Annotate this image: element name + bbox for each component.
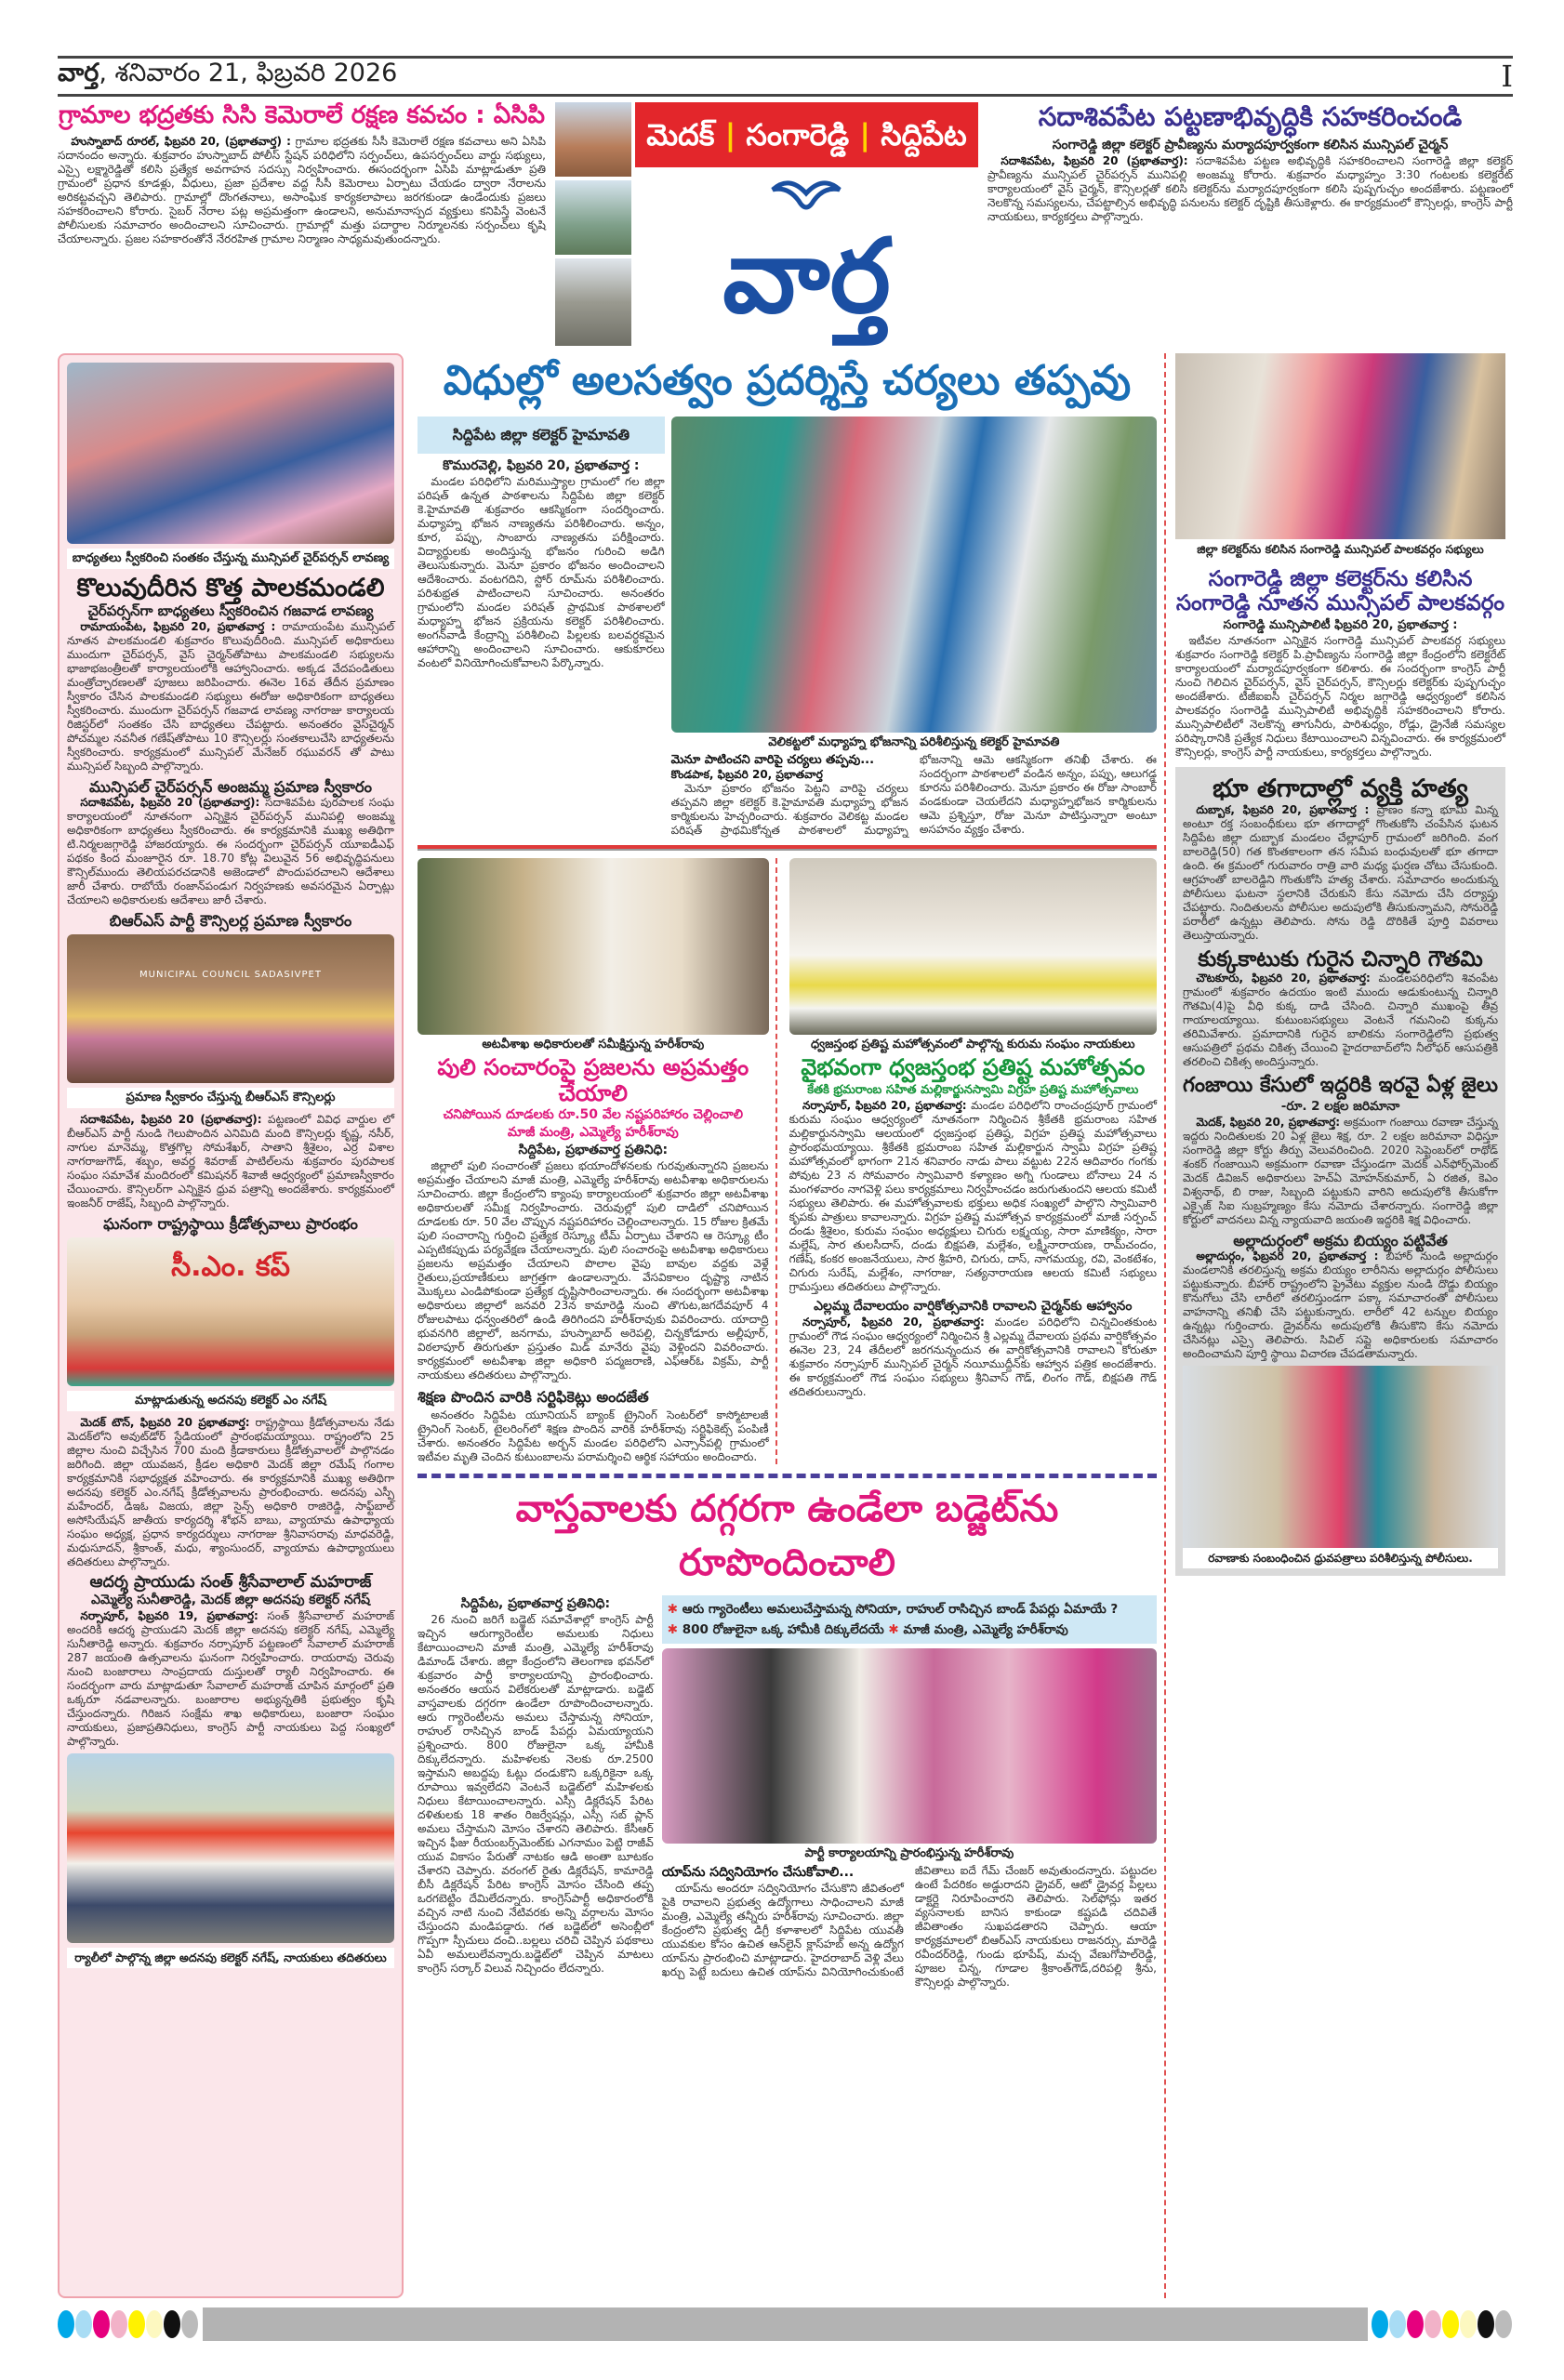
district-siddipet: సిద్దిపేట (881, 117, 967, 152)
article-body (1183, 1250, 1498, 1361)
budget-app-article (662, 1864, 1157, 1990)
body: మండల పరిధిలోని చిన్నచింతకుంట గ్రామంలో గౌడ సంఘం ఆధ్వర్యంలో నిర్మించిన శ్రీ ఎల్లమ్మ దేవాలయ ప్రథమ వార్షికోత్సవం ఈనెల 23, 24 తేదీలలో జరగనున్నందున ఈ వార్షికోత్సవానికి రావాలని కోరుతూ శుక్రవారం నర్సాపూర్ మున్సిపల్ చైర్మన్ నయీముద్దీన్‌కు ఆహ్వాన పత్రిక అందజేశారు. ఈ కార్యక్రమంలో గౌడ సంఘం సభ్యులు శ్రీనివాస్ గౌడ్, లింగం గౌడ్, బిక్షపతి గౌడ్ తదితరులున్నారు. (789, 1315, 1157, 1398)
headline-yellamma: ఎల్లమ్మ దేవాలయం వార్షికోత్సవానికి రావాలని చైర్మన్‌కు ఆహ్వానం (814, 1298, 1133, 1314)
photo-chairperson-signing (67, 363, 394, 544)
article-anjamma (67, 778, 394, 907)
body: బీహార్ నుండి అల్లాదుర్గం మండలానికి తరలిస్తున్న అక్రమ బియ్యం లారీనిను అల్లాదుర్గం పోలీసులు పట్టుకున్నారు. బీహార్ రాష్ట్రంలోని ప్రైవేటు వ్యక్తుల నుండి దొడ్డు బియ్యం కొనుగోలు చేసి లారీలో తరలిస్తుండగా పక్కా సమాచారంతో పోలీసులు వాహనాన్ని తనిఖీ చేసి పట్టుకున్నారు. లారీలో 42 టన్నుల బియ్యం ఉన్నట్లు గుర్తించారు. డ్రైవర్‌ను అదుపులోకి తీసుకొని కేసు నమోదు చేసినట్లు ఎస్సై తెలిపారు. సివిల్ సప్లై అధికారులకు సమాచారం అందించామని పూర్తి స్థాయి విచారణ చేపడతామన్నారు. (1183, 1249, 1498, 1360)
caption: బాధ్యతలు స్వీకరించి సంతకం చేస్తున్న మున్సిపల్ చైర్‌పర్సన్ లావణ్య (67, 549, 394, 569)
photo-brs-councillors (67, 934, 394, 1083)
star-icon: ✱ (667, 1622, 683, 1638)
photo-temple-festival (789, 858, 1157, 1035)
subhead: కేతకి భ్రమరాంబ సహిత మల్లికార్జునస్వామి విగ్రహ ప్రతిష్ట మహోత్సవాలు (807, 1082, 1139, 1097)
yellow-mark (1442, 2310, 1459, 2338)
highlight-1 (668, 1599, 1151, 1620)
body: ప్రాణం కన్నా భూమి మిన్న అంటూ రక్త సంబంధీకులు భూ తగాదాల్లో గొంతుకోసి చంపేసిన ఘటన సిద్దిపేట జిల్లా దుబ్బాక మండలం చేల్లాపూర్ గ్రామంలో జరిగింది. వంగ బాలరెడ్డి(50) గత కొంతకాలంగా తన సమీప బంధువులతో భూ తగాదా ఉంది. ఈ క్రమంలో గురువారం రాత్రి వారి మధ్య ఘర్షణ చోటు చేసుకుంది. ఆగ్రహంతో బాలరెడ్డిని గొంతుకోసి హత్య చేశారు. సమాచారం అందుకున్న పోలీసులు ఘటనా స్థలానికి చేరుకుని కేసు నమోదు చేసి దర్యాప్తు చేపట్టారు. నిందితులను పోలీసుల అదుపులోకి తీసుకున్నామని, సోనురెడ్డి పరారీలో ఉన్నట్లు తెలిపారు. సోను రెడ్డి దొరికితే పూర్తి వివరాలు తెలుస్తాయన్నారు. (1183, 802, 1499, 942)
body: 26 నుంచి జరిగే బడ్జెట్ సమావేశాల్లో కాంగ్రెస్ పార్టీ ఇచ్చిన ఆరుగ్యారెంటీల అమలుకు నిధులు కేటాయించాలని మాజీ మంత్రి, ఎమ్మెల్యే హరీశ్‌రావు డిమాండ్ చేశారు. జిల్లా కేంద్రంలోని తెలంగాణ భవన్‌లో శుక్రవారం పార్టీ కార్యాలయాన్ని ప్రారంభించారు. అనంతరం ఆయన విలేకరులతో మాట్లాడారు. బడ్జెట్ వాస్తవాలకు దగ్గరగా ఉండేలా రూపొందించాలన్నారు. ఆరు గ్యారెంటీలను అమలు చేస్తామన్న సోనియా, రాహుల్ రాసిచ్చిన బాండ్ పేపర్లు ఏమయ్యాయని ప్రశ్నించారు. 800 రోజులైనా ఒక్క హామీకి దిక్కులేదన్నారు. మహిళలకు నెలకు రూ.2500 ఇస్తామని అబద్దపు ఓట్లు దండుకొని ఒక్కరికైనా ఒక్క రూపాయి ఇవ్వలేదని వెంటనే బడ్జెట్‌లో మహిళలకు నిధులు కేటాయించాలన్నారు. ఎస్సీ డిక్లరేషన్ పేరిట దళితులకు 18 శాతం రిజర్వేషన్లు, ఎస్సీ సబ్ ప్లాన్ అమలు చేస్తామని మోసం చేశారని తెలిపారు. కేసీఆర్ ఇచ్చిన ఫీజు రీయంబర్స్‌మెంట్‌కు ఎగనామం పెట్టి రాజీవ్ యువ వికాసం పేరుతో నాటకం ఆడి అంతా బూటకం చేశారని చెప్పారు. వరంగల్ రైతు డిక్లరేషన్, కామారెడ్డి బీసీ డిక్లరేషన్ పేరిట కాంగ్రెస్ మోసం చేసింది తప్ప ఒరగబెట్టిం దేమిలేదన్నారు. కాంగ్రెస్‌పార్టీ అధికారంలోకి వచ్చిన నాటి నుంచి నేటివరకు అన్ని వర్గాలను మోసం చేస్తుందని మండిపడ్డారు. గత బడ్జెట్‌లో అసెంబ్లీలో గొప్పగా స్పీచులు దంచి..బల్లలు చరిచి చెప్పిన పథకాలు ఏవీ అమలులేవన్నారు.బడ్జెట్‌లో చెప్పిన మాటలు కాంగ్రెస్ సర్కార్ విలువ నిచ్చిందం లేదన్నారు. (418, 1613, 654, 1976)
body: రామాయంపేట మున్సిపల్ నూతన పాలకమండలి శుక్రవారం కొలువుదీరింది. మున్సిపల్ అధికారులు ముందుగా చైర్‌పర్సన్, వైస్ చైర్మన్‌తోపాటు పాలకమండలి సభ్యులను భాజాభజంత్రీలతో కార్యాలయంలోకి ఆహ్వానించారు. అక్కడ వేదపండితులు మంత్రోచ్ఛారణలతో పూజలు జరిపించారు. ఈనెల 16వ తేదీన ప్రమాణం స్వీకారం చేసిన పాలకమండలి సభ్యులు ఈరోజు అధికారికంగా బాధ్యతలు స్వీకరించారు. ముందుగా చైర్‌పర్సన్ గజవాడ లావణ్య నాగరాజు కార్యాలయ రిజిస్టర్‌లో సంతకం చేసి బాధ్యతలు చేపట్టారు. అనంతరం వైస్‌చైర్మన్ పోచమ్మల నవనీత గణేష్‌తోపాటు 10 కౌన్సిలర్లు సంతకాలుచేసి బాధ్యతలను స్వీకరించారు. కార్యక్రమంలో మున్సిపల్ మేనేజర్ రఘువరన్ తో పాటు మున్సిపల్ సిబ్బంది పాల్గొన్నారు. (67, 620, 394, 774)
article-dog-bite (1183, 947, 1498, 1069)
body: పట్టణంలో వివిధ వార్డుల లో బీఆర్ఎస్ పార్టీ నుండి గెలుపొందిన ఎనిమిది మంది కౌన్సిలర్లు కృష్ణ, నసీర్, నాగుల మానెమ్మ, కొత్తగొల్ల సోమశేఖర్, సాతాని శ్రీశైలం, ఎర్ర విశాల నాగరాజుగౌడ్, శబ్బం, అవర్ణ శివరాజ్ పాటిల్‌లను శుక్రవారం పురపాలక సంఘం సమావేశ మందిరంలో కమిషనర్ శివాజీ ఆధ్వర్యంలో ప్రమాణస్వీకారం చేయించారు. కౌన్సిలర్‌గా ఎన్నికైన ధ్రువ పత్రాన్ని అందజేశారు. కార్యక్రమంలో ఇంజనీర్ రాజేష్, సిబ్బంది పాల్గొన్నారు. (67, 1113, 394, 1210)
subhead: యాప్‌ను సద్వినియోగం చేసుకోవాలి... (661, 1865, 855, 1881)
caption: జిల్లా కలెక్టర్‌ను కలిసిన సంగారెడ్డి మున్సిపల్ పాలకవర్గం సభ్యులు (1175, 539, 1505, 560)
article-body (1175, 634, 1505, 760)
body: యాప్‌ను అందరూ సద్వినియోగం చేసుకొని జీవితంలో పైకి రావాలని ప్రభుత్వ ఉద్యోగాలు సాధించాలని మాజీ మంత్రి, ఎమ్మెల్యే తన్నీరు హరీశ్‌రావు సూచించారు. జిల్లా కేంద్రంలోని ప్రభుత్వ డిగ్రీ కళాశాలలో సిద్దిపేట యువతీ యువకుల కోసం ఉచిత ఆన్‌లైన్ క్లాస్‌హబ్ అన్న ఉద్యోగ యాప్‌ను ప్రారంభించి మాట్లాడారు. హైదరాబాద్ వెళ్లి వేలు ఖర్చు పెట్టే బదులు ఉచిత యాప్‌ను వినియోగించుకుంటే జీవితాలు ఐదే గేమ్ చేంజర్ అవుతుందన్నారు. పట్టుదల ఉంటే పేదరికం అడ్డురాదని డ్రైవర్, ఆటో డ్రైవర్ల పిల్లలు డాక్టర్లై నిరూపించారని తెలిపారు. సెల్‌ఫోన్లు ఇతర వ్యసనాలకు బానిస కాకుండా కష్టపడి చదివితే జీవితాంతం సుఖపడతారని చెప్పారు. ఆయా కార్యక్రమాలలో బిఆర్ఎస్ నాయకులు రాజనర్సు, మారెడ్డి రవీందర్‌రెడ్డి, గుండు భూపేష్, మచ్చ వేణుగోపాల్‌రెడ్డి, పూజల చిన్న, గూడాల శ్రీకాంత్‌గౌడ్,దరిపల్లి శ్రీను, కౌన్సిలర్లు పాల్గొన్నారు. (661, 1864, 1157, 1990)
caption: ప్రమాణ స్వీకారం చేస్తున్న బీఆర్ఎస్ కౌన్సిలర్లు (67, 1088, 394, 1108)
budget-headline: వాస్తవాలకు దగ్గరగా ఉండేలా బడ్జెట్‌ను రూపొందించాలి (515, 1488, 1059, 1585)
light-cyan-mark (75, 2310, 92, 2338)
header-date: శనివారం 21, ఫిబ్రవరి 2026 (114, 59, 398, 87)
dateline: నర్సాపూర్, ఫిబ్రవరి 20, ప్రభాతవార్త: (802, 1315, 985, 1329)
headline: గంజాయి కేసులో ఇద్దరికి ఇరవై ఏళ్ల జైలు (1183, 1074, 1498, 1098)
main-article (418, 416, 1157, 838)
body: మండలపరిధిలోని శివంపేట గ్రామంలో శుక్రవారం ఉదయం ఇంటి ముందు ఆడుకుంటున్న చిన్నారి గౌతమి(4)పై వీధి కుక్క దాడి చేసింది. చిన్నారి ముఖంపై తీవ్ర గాయాలయ్యాయి. కుటుంబసభ్యులు వెంటనే గమనించి కుక్కను తరిమివేశారు. ప్రమాదానికి గురైన బాలికను సంగారెడ్డిలోని ప్రభుత్వ ఆసుపత్రిలో ప్రథమ చికిత్స చేయించి హైదరాబాద్‌లోని నీలోఫర్ ఆసుపత్రికి తరలించి చికిత్స అందిస్తున్నారు. (1183, 972, 1498, 1069)
article-temple (775, 858, 1157, 1464)
dateline: కొండపాక, ఫిబ్రవరి 20, ప్రభాతవార్త (670, 768, 823, 781)
subhead: ఎమ్మెల్యే సునీతారెడ్డి, మెదక్ జిల్లా అదనపు కలెక్టర్ నగేష్ (90, 1593, 370, 1608)
star-icon: ✱ (888, 1622, 904, 1638)
headline: సదాశివపేట పట్టణాభివృద్ధికి సహకరించండి (1038, 101, 1463, 132)
photo-sports-meet (67, 1237, 394, 1386)
dateline: నర్సాపూర్, ఫిబ్రవరి 20, ప్రభాతవార్త: (802, 1098, 967, 1112)
section-divider (418, 845, 1157, 851)
district-banner (635, 102, 978, 167)
article-body (67, 796, 394, 907)
left-column-box (58, 353, 404, 2298)
section-divider (418, 1474, 1157, 1478)
article-body (789, 1099, 1157, 1294)
district-sangareddy: సంగారెడ్డి (746, 117, 850, 152)
header-left (58, 59, 397, 94)
headline-line2: సంగారెడ్డి నూతన మున్సిపల్ పాలకవర్గం (1175, 591, 1505, 616)
body: జిల్లాలో పులి సంచారంతో ప్రజలు భయాందోళనలకు గురవుతున్నారని ప్రజలను అప్రమత్తం చేయాలని మాజీ మంత్రి, ఎమ్మెల్యే హరీశ్‌రావు అటవీశాఖ అధికారులను సూచించారు. జిల్లా కేంద్రంలోని క్యాంపు కార్యాలయంలో శుక్రవారం జిల్లా అటవీశాఖ అధికారులతో సమీక్ష నిర్వహించారు. చెరువుల్లో పులి దాడిలో చనిపోయిన దూడలకు రూ. 50 వేల చొప్పున నష్టపరిహారం చెల్లించాలన్నారు. 15 రోజుల క్రితమే పులి సంచారాన్ని గుర్తించి ప్రత్యేక రెస్క్యూ టీమ్ ఏర్పాటు చేశారని ఆ రెస్క్యూ టీం ఎప్పటికప్పుడు పర్యవేక్షణ చేయాలన్నారు. పులి సంచారంపై అటవీశాఖ అధికారులు ప్రజలను అప్రమత్తం చేయాలని పొలాల వైపు బావుల వద్దకు వెళ్లే రైతులు,ప్రయాణీకులు జాగ్రత్తగా ఉండాలన్నారు. వేసవికాలం దృష్ట్యా నాటిన మొక్కలు ఎండిపోకుండా ప్రత్యేక దృష్టిసారించాలన్నారు. ఈ సందర్భంగా అటవీశాఖ అధికారులు జిల్లాలో జనవరి 23న కామారెడ్డి నుంచి తొగుట,జగదేవపూర్ 4 రోజులపాటు ధన్వంతరిలో ఉండి తిరిగిందని హరీశ్‌రావుకు వివరించారు. యాదాద్రి భువనగిరి జిల్లాలో, జనగామ, హుస్నాబాద్ అరెపల్లి, చిన్నకోడూరు అల్లీపూర్, విఠలాపూర్ తిరుగుతూ ప్రస్తుతం మిడ్ మానేరు వైపు వెళ్లిందని వివరించారు. కార్యక్రమంలో అటవీశాఖ జిల్లా అధికారి పద్మజరాణి, ఎఫ్ఆర్ఓ విక్రమ్, పార్టీ నాయకులు తదితరులు పాల్గొన్నారు. (418, 1159, 769, 1382)
main-row (58, 353, 1513, 2298)
dateline: సిద్దిపేట, ప్రభాతవార్త ప్రతినిధి: (518, 1143, 669, 1158)
sep: , (99, 59, 115, 87)
dateline: దుబ్బాక, ఫిబ్రవరి 20, ప్రభాతవార్త : (1196, 802, 1370, 816)
district-medak: మెదక్ (646, 117, 715, 152)
dateline: నర్సాపూర్, ఫిబ్రవరి 19, ప్రభాతవార్త: (80, 1609, 258, 1623)
dateline: సిద్దిపేట, ప్రభాతవార్త ప్రతినిధి: (460, 1596, 611, 1612)
photo-rice-lorry (1183, 1366, 1498, 1548)
grey-strip (203, 2307, 1368, 2341)
article-brs-body (67, 1113, 394, 1210)
headline: కొలువుదీరిన కొత్త పాలకమండలి (76, 574, 385, 602)
budget-col1 (418, 1595, 654, 1976)
photo-banner-text: సీ.ఎం. కప్ (171, 1250, 290, 1284)
star-icon: ✱ (667, 1602, 683, 1618)
photo-sign: MUNICIPAL COUNCIL SADASIVPET (139, 970, 322, 981)
body: సంత్ శ్రీసేవాలాల్ మహరాజ్ అందరికీ ఆదర్శ ప్రాయుడని మెదక్ జిల్లా అదనపు కలెక్టర్ నగేష్, ఎమ్మెల్యే సునీతారెడ్డి అన్నారు. శుక్రవారం నర్సాపూర్ పట్టణంలో సేవాలాల్ మహరాజ్ 287 జయంతి ఉత్సవాలను ఘనంగా నిర్వహించారు. రాయరావు చెరువు నుంచి బంజారాలు సాంప్రదాయ దుస్తులతో ర్యాలీ నిర్వహించారు. ఈ సందర్భంగా వారు మాట్లాడుతూ సేవాలాల్ మహరాజ్ చూపిన మార్గంలో ప్రతి ఒక్కరూ నడవాలన్నారు. బంజారాల అభ్యున్నతికి ప్రభుత్వం కృషి చేస్తుందన్నారు. గిరిజన సంక్షేమ శాఖ అధికారులు, బంజారా సంఘం నాయకులు, ప్రజాప్రతినిధులు, కాంగ్రెస్ పార్టీ నాయకులు పెద్ద సంఖ్యలో పాల్గొన్నారు. (67, 1609, 394, 1749)
grey-mark (1495, 2310, 1512, 2338)
page-number: I (1501, 59, 1513, 94)
article-body (418, 1159, 769, 1382)
highlight-text: ఆరు గ్యారెంటీలు అమలుచేస్తామన్న సోనియా, రాహుల్ రాసిచ్చిన బాండ్ పేపర్లు ఏమాయే ? (682, 1602, 1119, 1618)
caption: ర్యాలీలో పాల్గొన్న జిల్లా అదనపు కలెక్టర్ నగేష్, నాయకులు తదితరులు (67, 1948, 394, 1968)
dateline: సదాశివపేట, ఫిబ్రవరి 20 (ప్రభాతవార్త): (1001, 154, 1188, 168)
article-cc-cameras (58, 102, 546, 246)
dateline: మెదక్ టౌన్, ఫిబ్రవరి 20 ప్రభాతవార్త: (80, 1416, 250, 1430)
article-body (1183, 803, 1498, 943)
headline-brs-councillors: బిఆర్ఎస్ పార్టీ కౌన్సిలర్ల ప్రమాణ స్వీకారం (109, 912, 352, 931)
body: మెనూ ప్రకారం భోజనం పెట్టని వారిపై చర్యలు తప్పవని జిల్లా కలెక్టర్ కె.హైమావతి మధ్యాహ్న భోజన కార్మికులను హెచ్చరించారు. శుక్రవారం వెలికట్ట మండల పరిషత్ ప్రాథమికోన్నత పాఠశాలలో మధ్యాహ్న భోజనాన్ని ఆమె ఆకస్మికంగా తనిఖీ చేశారు. ఈ సందర్భంగా పాఠశాలలో వండిన అన్నం, పప్పు, ఆలుగడ్డ కూరను పరిశీలించారు. మెనూ ప్రకారం ఈ రోజు సాంబార్ వండకుండా చెయలేదని మధ్యాహ్నభోజన కార్మికులను ఆమె ప్రశ్నిస్తూ, రోజు మెనూ పాటిస్తున్నారా అంటూ అసహనం వ్యక్తం చేశారు. (670, 753, 1157, 837)
divider: | (849, 117, 881, 152)
tower-photo (555, 258, 631, 346)
black-mark (1478, 2310, 1494, 2338)
yellow-mark (128, 2310, 145, 2338)
dateline: అల్లాదుర్గం, ఫిబ్రవరి 20, ప్రభాతవార్త : (1196, 1249, 1379, 1263)
varta-logo: వార్త (722, 217, 891, 336)
body: సదాశివపేట పురపాలక సంఘ కార్యాలయంలో నూతనంగా ఎన్నికైన చైర్‌పర్సన్ మునిపల్లి అంజమ్మ అధికారికంగా బాధ్యతలు స్వీకరించారు. ఈ కార్యక్రమానికి ముఖ్య అతిథిగా టి.నిర్మలజగ్గారెడ్డి హాజరయ్యారు. ఈ సందర్భంగా చైర్‌పర్సన్ యూఐడీఎఫ్ పథకం కింద మంజూరైన రూ. 18.70 కోట్ల విలువైన 56 అభివృద్ధిపనులు కౌన్సిల్‌ముందు తెలియపరచడానికి అజెండాలో పొందుపరచాలని ఆదేశాలు జారీ చేశారు. రాబోయే రంజాన్‌పండుగ నిర్వహణకు అవసరమైన ఏర్పాట్లు చేయాలని అధికారులకు ఆదేశాలు జారీ చేశారు. (67, 796, 394, 907)
budget-highlights (662, 1595, 1157, 1644)
budget-right (662, 1595, 1157, 1990)
article-body (1183, 1116, 1498, 1227)
body: మండల పరిధిలోని మరిముస్త్యాల గ్రామంలో గల జిల్లా పరిషత్ ఉన్నత పాఠశాలను సిద్దిపేట జిల్లా కలెక్టర్ కె.హైమావతి శుక్రవారం ఆకస్మికంగా సందర్శించారు. మధ్యాహ్న భోజన నాణ్యతను పరిశీలించారు. అన్నం, కూర, పప్పు, సాంబారు నాణ్యతను పరీక్షించారు. విద్యార్థులకు అందిస్తున్న భోజనం గురించి అడిగి తెలుసుకున్నారు. మెనూ ప్రకారం భోజనం అందించాలని ఆదేశించారు. వంటగదిని, స్టోర్ రూమ్‌ను పరిశీలించారు. పరిశుభ్రత పాటించాలని సూచించారు. అనంతరం గ్రామంలోని మండల పరిషత్ ప్రాథమిక పాఠశాలలో మధ్యాహ్న భోజన ప్రక్రియను కలెక్టర్ పరిశీలించారు. అంగన్‌వాడీ కేంద్రాన్ని పరిశీలించి పిల్లలకు బలవర్ధకమైన ఆహారాన్ని అందించాలని సూచించారు. ఆకుకూరలు వంటలో వినియోగించుకోవాలని పేర్కొన్నారు. (418, 475, 665, 669)
light-yellow-mark (146, 2310, 163, 2338)
main-article-col1 (418, 416, 665, 670)
article-body (1183, 972, 1498, 1069)
headline-line1: సంగారెడ్డి జిల్లా కలెక్టర్‌ను కలిసిన (1208, 567, 1473, 591)
headline-sports-meet: ఘనంగా రాష్ట్రస్థాయి క్రీడోత్సవాలు ప్రారంభం (103, 1215, 358, 1234)
article-body (418, 475, 665, 670)
caption: రవాణాకు సంబంధించిన ధ్రువపత్రాలు పరిశీలిస్తున్న పోలీసులు. (1183, 1548, 1498, 1568)
article-new-council (67, 574, 394, 774)
subhead: సంగారెడ్డి జిల్లా కలెక్టర్ ప్రావీణ్యను మర్యాదపూర్వకంగా కలిసిన మున్సిపల్ చైర్మన్ (1052, 138, 1449, 153)
headline: కుక్కకాటుకు గురైన చిన్నారి గౌతమి (1198, 946, 1483, 972)
highlight-text: 800 రోజులైనా ఒక్క హామీకి దిక్కులేదయే (682, 1622, 884, 1638)
article-sports-body (67, 1416, 394, 1569)
photo-party-office (662, 1648, 1157, 1844)
caption: అటవీశాఖ అధికారులతో సమీక్షిస్తున్న హరీశ్‌రావు (418, 1035, 769, 1055)
subhead: మాజీ మంత్రి, ఎమ్మెల్యే హరీశ్‌రావు (507, 1125, 679, 1141)
article-body (67, 1609, 394, 1749)
body: అక్రమంగా గంజాయి రవాణా చేస్తున్న ఇద్దరు నిందితులకు 20 ఏళ్ల జైలు శిక్ష, రూ. 2 లక్షల జరిమానా విధిస్తూ సంగారెడ్డి జిల్లా కోర్టు తీర్పు వెలువరించింది. 2020 సెప్టెంబర్‌లో రాథోడ్ శంకర్ గంజాయిని అక్రమంగా రవాణా చేస్తుండగా మెదక్ ఎన్‌ఫోర్స్‌మెంట్ మెదక్ డివిజన్ అధికారులు హెచ్‌ఏ మోహన్‌కుమార్, ఏ రజిత, కెఎం విశ్వనాథ్, బి రాజు, సిబ్బంది పట్టుకుని వారిని అదుపులోకి తీసుకోగా ఎక్సైజ్ సిఐ సుబ్రహ్మణ్యం కేసు నమోదు చేశారన్నారు. సంగారెడ్డి జిల్లా కోర్టులో వాదనలు విన్న న్యాయవాది జయంతి ఇద్దరికి శిక్ష విధించారు. (1183, 1115, 1499, 1226)
highlight-2 (668, 1620, 1151, 1640)
body: గ్రామాల భద్రతకు సీసీ కెమెరాలే రక్షణ కవచాలు అని ఏసిపి సదానందం అన్నారు. శుక్రవారం హుస్నాబాద్ పోలీస్ స్టేషన్ పరిధిలోని సర్పంచ్‌లు, ఉపసర్పంచ్‌లు వార్డు సభ్యులు, ఎస్సై లక్ష్మారెడ్డితో కలిసి ప్రత్యేక అవగాహన సదస్సు నిర్వహించారు. ఈసందర్భంగా ఏసిపి మాట్లాడుతూ ప్రతి గ్రామంలో ప్రధాన కూడళ్లు, వీధులు, ప్రజా ప్రదేశాల వద్ద సీసీ కెమెరాలు ఏర్పాటు చేయడం ద్వారా నేరాలను అరికట్టవచ్చని తెలిపారు. గ్రామాల్లో దొంగతనాలు, అసాంఘిక కార్యకలాపాలు జరగకుండా ఉండేందుకు ప్రజలు సహకరించాలని కోరారు. సైబర్ నేరాల పట్ల అప్రమత్తంగా ఉండాలని, అనుమానాస్పద వ్యక్తులు కనిపిస్తే వెంటనే పోలీసులకు సమాచారం అందించాలని సూచించారు. గ్రామాల్లో మత్తు పదార్థాల నిర్మూలనకు సర్పంచ్‌లు కృషి చేయాలన్నారు. ప్రజల సహకారంతోనే నేరరహిత గ్రామాల నిర్మాణం సాధ్యమవుతుందన్నారు. (58, 134, 546, 245)
dateline: రామాయంపేట, ఫిబ్రవరి 20, ప్రభాతవార్త : (80, 620, 276, 634)
black-mark (164, 2310, 180, 2338)
magenta-mark (1407, 2310, 1424, 2338)
article-body (67, 620, 394, 774)
caption: పార్టీ కార్యాలయాన్ని ప్రారంభిస్తున్న హరీశ్‌రావు (662, 1844, 1157, 1864)
body: అనంతరం సిద్దిపేట యూనియన్ బ్యాంక్ ట్రైనింగ్ సెంటర్‌లో కాస్మోటాలజీ ట్రైనింగ్ సెంటర్, టైలరింగ్‌లో శిక్షణ పొందిన వారికి హరీశ్‌రావు సర్టిఫికెట్స్ పంపిణీ చేశారు. అనంతరం సిద్దిపేట అర్బన్ మండల పరిధిలోని ఎన్సాన్‌పల్లి గ్రామంలో ఇటీవల మృతి చెందిన కుటుంబాలను పరామర్శించి ఆర్థిక సహాయం అందించారు. (418, 1408, 769, 1464)
headline-anjamma: మున్సిపల్ చైర్‌పర్సన్ అంజమ్మ ప్రమాణ స్వీకారం (88, 778, 373, 797)
subhead: మెనూ పాటించని వారిపై చర్యలు తప్పవు... (670, 753, 875, 767)
headline: భూ తగాదాల్లో వ్యక్తి హత్య (1213, 774, 1468, 803)
article-ganja-case (1183, 1074, 1498, 1226)
dateline: సదాశివపేట, ఫిబ్రవరి 20 (ప్రభాతవార్త): (80, 796, 260, 810)
top-row (58, 102, 1513, 346)
landscape-photo (555, 180, 631, 255)
body: సదాశివపేట పట్టణ అభివృద్ధికి సహకరించాలని సంగారెడ్డి జిల్లా కలెక్టర్ ప్రావీణ్యను మున్సిపల్ చైర్‌పర్సన్ మునిపల్లి అంజమ్మ కోరారు. శుక్రవారం మధ్యాహ్నం 3:30 గంటలకు కలెక్టరేట్ కార్యాలయంలో వైస్ చైర్మన్, కౌన్సిలర్లతో కలిసి కలెక్టర్‌ను మర్యాదపూర్వకంగా కలిసి పుష్పగుచ్ఛం అందజేశారు. పట్టణంలో నెలకొన్న సమస్యలను, చేపట్టాల్సిన అభివృద్ధి పనులను కలెక్టర్ దృష్టికి తీసుకెళ్లారు. ఈ కార్యక్రమంలో కౌన్సిలర్లు, కాంగ్రెస్ పార్టీ నాయకులు, కార్యకర్తలు పాల్గొన్నారు. (987, 154, 1513, 224)
article-sadasivpet-development (987, 102, 1513, 224)
article-body (987, 154, 1513, 224)
dateline: మెదక్, ఫిబ్రవరి 20, ప్రభాతవార్త: (1196, 1115, 1341, 1129)
right-crime-box (1175, 767, 1505, 1576)
subhead: చైర్‌పర్సన్‌గా బాధ్యతలు స్వీకరించిన గజవాడ లావణ్య (87, 602, 374, 620)
light-yellow-mark (1460, 2310, 1477, 2338)
temple-photo (555, 102, 631, 177)
middle-column (418, 353, 1166, 2298)
paper-name: వార్త (58, 59, 99, 87)
dateline: సదాశివపేట, ఫిబ్రవరి 20 (ప్రభాతవార్త): (80, 1113, 262, 1127)
body: ఇటీవల నూతనంగా ఎన్నికైన సంగారెడ్డి మున్సిపల్ పాలకవర్గ సభ్యులు శుక్రవారం సంగారెడ్డి కలెక్టర్ పి.ప్రావీణ్యను సంగారెడ్డి జిల్లా కేంద్రంలోని కలెక్టరేట్ కార్యాలయంలో మర్యాదపూర్వకంగా కలిశారు. ఈ సందర్భంగా కాంగ్రెస్ పార్టీ నుంచి గెలిచిన చైర్‌పర్సన్, వైస్ చైర్‌పర్సన్, కౌన్సిలర్లు కలెక్టర్‌కు పుష్పగుచ్ఛం అందజేశారు. టీజీఐఐసీ చైర్‌పర్సన్ నిర్మల జగ్గారెడ్డి ఆధ్వర్యంలో కలిసిన పాలకవర్గం సంగారెడ్డి మున్సిపాలిటీ అభివృద్ధికి సహకరించాలని కోరారు. మున్సిపాలిటీలో నెలకొన్న తాగునీరు, పారిశుధ్యం, రోడ్లు, డ్రైనేజీ సమస్యల పరిష్కారానికి ప్రత్యేక నిధులు కేటాయించాలని విన్నవించారు. ఈ కార్యక్రమంలో కౌన్సిలర్లు, కాంగ్రెస్ పార్టీ నాయకులు, కార్యకర్తలు పాల్గొన్నారు. (1175, 633, 1505, 759)
dateline: హుస్నాబాద్ రూరల్, ఫిబ్రవరి 20, (ప్రభాతవార్త) : (71, 134, 291, 148)
main-photo-block (671, 416, 1157, 838)
dateline: చౌటకూరు, ఫిబ్రవరి 20, ప్రభాతవార్త: (1196, 972, 1371, 985)
article-tiger (418, 858, 775, 1464)
body: మండల పరిధిలోని రాంచంద్రపూర్ గ్రామంలో కురుమ సంఘం ఆధ్వర్యంలో నూతనంగా నిర్మించిన శ్రీకేతకి భ్రమరాంబ సహిత మల్లికార్జునస్వామి ఆలయంలో ధ్వజస్తంభ ప్రతిష్ఠ, విగ్రహ ప్రతిష్ఠ మహోత్సవాలు ప్రారంభమయ్యాయి. శ్రీకేతకి భ్రమరాంబ సహిత మల్లికార్జున స్వామి విగ్రహ ప్రతిష్ట మహోత్సవంలో భాగంగా 21న శనివారం నాడు పాలు వట్టుట 22న ఆదివారం గంగకు పోవుట 23 న సోమవారం స్వామివారి కళ్యాణం అగ్ని గుండాలు బోనాలు 24 న మంగళవారం నాగవెళ్లి పలు కార్యక్రమాలు నిర్వహించడం జరుగుతుందని ఆలయ కమిటీ సభ్యులు తెలిపారు. ఈ మహోత్సవాలకు భక్తులు అధిక సంఖ్యలో పాల్గొని స్వామివారి కృపకు పాత్రులు కావాలన్నారు. విగ్రహ ప్రతిష్ట మహోత్సవ కార్యక్రమంలో మాజీ సర్పంచ్ దండు శ్రీశైలం, కురుమ సంఘం అధ్యక్షులు చిగురు లక్ష్మయ్య, సారా మాణిక్యం, సారా మల్లేష్, సార తులసీదాస్, దండు బిక్షపతి, మల్లేశం, లక్ష్మీనారాయణ, రామ్‌చందం, గణేష్, కంకర అంజనేయులు, సార శ్రీహరి, చిగురు, దాస్, నాగమయ్య, రవి, వెంకటేశం, చిగురు సురేష్, మల్లేశం, నాగరాజు, సత్యనారాయణ ఆలయ కమిటీ సభ్యులు గ్రామస్తులు తదితరులు పాల్గొన్నారు. (789, 1098, 1157, 1293)
body: రాష్ట్రస్థాయి క్రీడోత్సవాలను నేడు మెదక్‌లోని అవుట్‌డోర్ స్టేడియంలో ప్రారంభమయ్యాయి. రాష్ట్రంలోని 25 జిల్లాల నుంచి విచ్చేసిన 700 మంది క్రీడాకారులు క్రీడోత్సవాలలో పాల్గొనడం జరిగింది. జిల్లా యువజన, క్రీడల అధికారి మెదక్ జిల్లా రమేష్ గంగాల కార్యక్రమానికి సభాధ్యక్షత వహించారు. ఈ కార్యక్రమానికి ముఖ్య అతిథిగా అదనపు కలెక్టర్ ఎం.నగేష్ క్రీడోత్సవాలను ప్రారంభించారు. అదనపు ఎస్పీ మహేందర్, డిఇఓ విజయ, జిల్లా సైన్స్ అధికారి రాజిరెడ్డి, సాఫ్ట్‌బాల్ అసోసియేషన్ జాతీయ కార్యదర్శి శోభన్ బాబు, వ్యాయామ ఉపాధ్యాయ సంఘం అధ్యక్ష, ప్రధాన కార్యదర్శులు నాగరాజు శ్రీనివాసరావు మాధవరెడ్డి, మధుసూదన్, శ్రీకాంత్, మధు, శ్యాంసుందర్, వ్యాయామ ఉపాధ్యాయులు తదితరులు పాల్గొన్నారు. (67, 1416, 394, 1569)
photo-sevalal-rally (67, 1753, 394, 1943)
subhead: చనిపోయిన దూడలకు రూ.50 వేల నష్టపరిహారం చెల్లించాలి (443, 1107, 744, 1123)
light-magenta-mark (1425, 2310, 1441, 2338)
cyan-mark (58, 2310, 74, 2338)
article-body (418, 1613, 654, 1976)
article-land-dispute (1183, 774, 1498, 943)
dateline: సంగారెడ్డి మున్సిపాలిటీ ఫిబ్రవరి 20, ప్రభాతవార్త : (1223, 617, 1458, 632)
headline: పులి సంచారంపై ప్రజలను అప్రమత్తం చేయాలి (437, 1054, 749, 1106)
masthead (555, 102, 978, 346)
article-sevalal (67, 1574, 394, 1749)
right-column (1175, 353, 1505, 1576)
headline: అల్లాదుర్గంలో అక్రమ బియ్యం పట్టివేత (1233, 1231, 1448, 1250)
article-body (418, 1408, 769, 1464)
subhead: -రూ. 2 లక్షల జరిమానా (1280, 1098, 1400, 1114)
main-body2 (671, 753, 1157, 838)
caption: వెలికట్టలో మధ్యాహ్న భోజనాన్ని పరిశీలిస్తున్న కలెక్టర్ హైమావతి (671, 733, 1157, 753)
caption: మాట్లాడుతున్న అదనపు కలెక్టర్ ఎం నగేష్ (67, 1391, 394, 1411)
page-header (58, 56, 1513, 97)
headline: వైభవంగా ధ్వజస్తంభ ప్రతిష్ట మహోత్సవం (801, 1054, 1146, 1080)
lower-middle-row (418, 858, 1157, 1464)
article-sangareddy-council (1175, 567, 1505, 760)
headline: ఆదర్శ ప్రాయుడు సంత్ శ్రీసేవాలాల్ మహరాజ్ (89, 1573, 372, 1593)
photo-sangareddy-council (1175, 353, 1505, 539)
article-body (789, 1316, 1157, 1399)
caption: ధ్వజస్తంభ ప్రతిష్ట మహోత్సవంలో పాల్గొన్న కురుమ సంఘం నాయకులు (789, 1035, 1157, 1055)
cyan-mark (1372, 2310, 1388, 2338)
budget-article (418, 1595, 1157, 1990)
collector-tag: సిద్దిపేట జిల్లా కలెక్టర్ హైమావతి (418, 416, 665, 454)
divider: | (714, 117, 747, 152)
print-color-bar (58, 2307, 1513, 2341)
headline-certificates: శిక్షణ పొందిన వారికి సర్టిఫికెట్లు అందజేత (418, 1388, 649, 1407)
magenta-mark (93, 2310, 110, 2338)
dateline: కొమురవెల్లి, ఫిబ్రవరి 20, ప్రభాతవార్త : (443, 458, 640, 473)
photo-collector-inspection (671, 416, 1157, 733)
light-cyan-mark (1389, 2310, 1406, 2338)
article-body (58, 135, 546, 246)
photo-forest-review (418, 858, 769, 1035)
light-magenta-mark (111, 2310, 127, 2338)
article-rice-seizure (1183, 1232, 1498, 1361)
headline: గ్రామాల భద్రతకు సిసి కెమెరాలే రక్షణ కవచం : ఏసిపి (59, 101, 545, 129)
main-headline: విధుల్లో అలసత్వం ప్రదర్శిస్తే చర్యలు తప్పవు (443, 357, 1132, 404)
highlight-text: మాజీ మంత్రి, ఎమ్మెల్యే హరీశ్‌రావు (903, 1622, 1068, 1638)
grey-mark (181, 2310, 198, 2338)
